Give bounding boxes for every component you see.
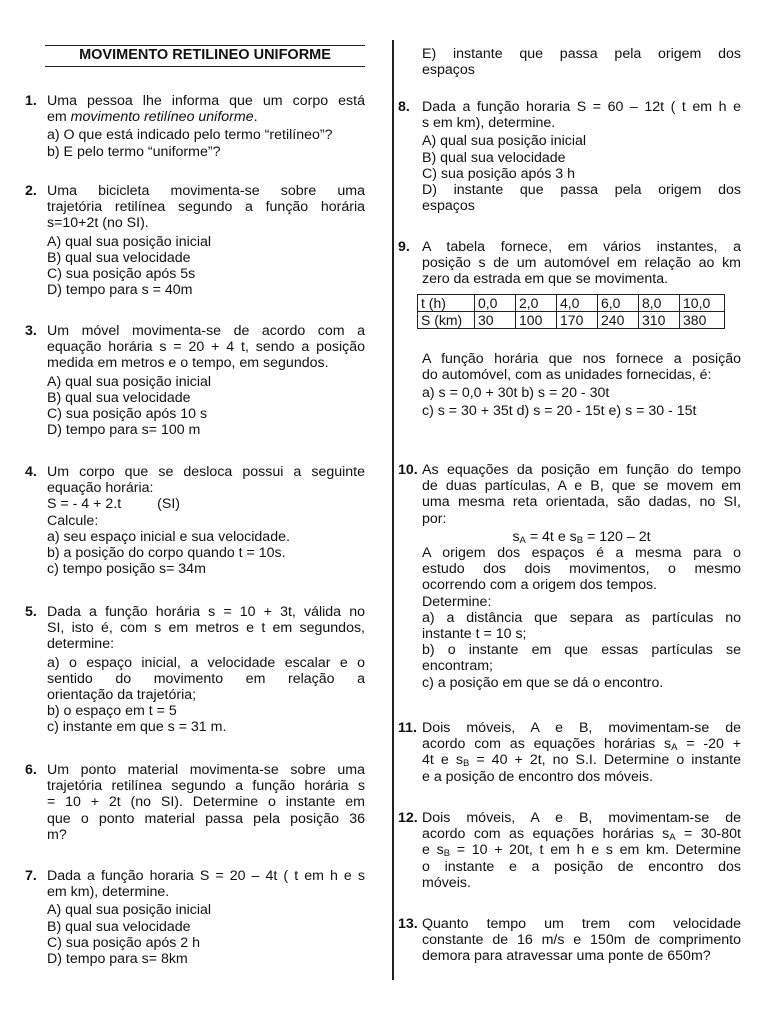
question-text: determine: [47,636,115,653]
question-text: trajetória retilínea segundo a função horária [47,199,365,216]
question-item: E) instante que passa pela origem dos [422,46,741,62]
question-item: encontram; [422,658,493,675]
question-text: m? [47,826,67,843]
equation: $s_A = 4t$ e $s_B = 120 - 2t$ [512,528,651,546]
question-text: em movimento retilíneo uniforme. [47,109,258,126]
question-item: A) qual sua posição inicial [422,133,587,150]
question-item: A) qual sua posição inicial [47,902,212,919]
table-cell: 240 [598,311,639,328]
question-number: 8. [398,99,410,115]
question-text: e a posição de encontro dos móveis. [422,768,654,785]
question-item: C) sua posição após 3 h [422,165,576,182]
question-text: demora para atravessar uma ponte de 650m? [422,948,711,965]
question-number: 2. [25,183,37,199]
question-1 [25,93,365,160]
question-text: A função horária que nos fornece a posição [422,350,741,367]
question-text: posição s de um automóvel em relação ao km [422,255,741,272]
question-text: móveis. [422,874,471,891]
table-cell: 2,0 [516,294,557,311]
question-text: por: [422,510,447,527]
question-item: C) sua posição após 5s [47,266,196,283]
table-cell: 30 [475,311,516,328]
question-text: Dada a função horária s = 10 + 3t, válida no [47,604,365,620]
question-text: s em km), determine. [422,115,556,132]
question-text: Calcule: [47,512,99,529]
question-text: Dada a função horaria S = 20 – 4t ( t em h e s [47,868,365,884]
table-cell: 0,0 [475,294,516,311]
question-item: B) qual sua velocidade [47,249,191,266]
question-item: b) a posição do corpo quando t = 10s. [47,545,286,562]
question-text: Quanto tempo um trem com velocidade [422,916,741,932]
question-text: Dois móveis, A e B, movimentam-se de [422,810,741,826]
question-4 [25,464,365,577]
question-text: em km), determine. [47,884,170,901]
data-table [417,294,725,329]
question-item: instante t = 10 s; [422,626,527,643]
question-text: 4t e $s_B = 40 + 2t$, no S.I. Determine o instante [422,752,741,770]
question-text: equação horária: [47,480,154,497]
question-text: Dois móveis, A e B, movimentam-se de [422,720,741,736]
question-text: s=10+2t (no SI). [47,215,149,232]
table-cell: 380 [680,311,725,328]
question-number: 4. [25,464,37,480]
question-text: medida em metros e o tempo, em segundos. [47,355,329,372]
question-item: C) sua posição após 10 s [47,406,208,423]
question-7 [25,868,365,967]
question-number: 13. [398,916,418,932]
question-12 [398,810,741,891]
question-text: constante de 16 m/s e 150m de comprimento [422,932,741,949]
question-text: estudo dos dois movimentos, o mesmo [422,561,741,578]
question-item: B) qual sua velocidade [47,918,191,935]
question-number: 9. [398,239,410,255]
question-item: B) qual sua velocidade [422,149,566,166]
question-11 [398,720,741,785]
question-text: Um móvel movimenta-se de acordo com a [47,323,365,339]
table-cell: 4,0 [557,294,598,311]
table-cell: 8,0 [639,294,680,311]
question-text: = 10 + 2t (no SI). Determine o instante em [47,794,365,811]
question-item: a) O que está indicado pelo termo “retilíneo”? [47,127,333,144]
question-text: A tabela fornece, em vários instantes, a [422,239,741,255]
question-text: equação horária s = 20 + 4 t, sendo a posição [47,339,365,356]
question-item: b) o espaço em t = 5 [47,703,177,720]
question-item: A) qual sua posição inicial [47,233,212,250]
question-item: sentido do movimento em relação a [47,670,365,687]
question-7-continued [398,46,741,78]
question-item: b) o instante em que essas partículas se [422,642,741,659]
table-cell: 10,0 [680,294,725,311]
question-8 [398,99,741,214]
question-number: 1. [25,93,37,109]
question-text: A origem dos espaços é a mesma para o [422,545,741,562]
question-text: ocorrendo com a origem dos tempos. [422,577,657,594]
table-row [418,311,725,328]
question-item: c) a posição em que se dá o encontro. [422,674,664,691]
table-cell: 170 [557,311,598,328]
question-item: espaços [422,62,475,79]
question-text: Determine: [422,593,492,610]
question-9 [398,239,741,419]
question-item: a) o espaço inicial, a velocidade escalar e o [47,654,365,671]
question-text: Um ponto material movimenta-se sobre uma [47,762,365,778]
question-number: 6. [25,762,37,778]
question-item: D) tempo para s = 40m [47,282,193,299]
question-item: b) E pelo termo “uniforme”? [47,143,221,160]
question-text: trajetória retilínea segundo a função horária s [47,778,365,795]
question-text: que o ponto material passa pela posição 36 [47,810,365,827]
question-item: espaços [422,198,475,215]
question-number: 11. [398,720,417,736]
question-item: a) seu espaço inicial e sua velocidade. [47,528,290,545]
question-item: c) instante em que s = 31 m. [47,719,227,736]
question-item: orientação da trajetória; [47,687,197,704]
question-text: As equações da posição em função do tempo [422,462,741,478]
table-row [418,294,725,311]
question-item: a) a distância que separa as partículas no [422,609,741,626]
question-number: 12. [398,810,418,826]
question-10 [398,462,741,691]
question-text: Uma pessoa lhe informa que um corpo está [47,93,365,109]
table-cell: 310 [639,311,680,328]
question-text: do automóvel, com as unidades fornecidas, é: [422,366,712,383]
question-item: D) instante que passa pela origem dos [422,182,741,199]
question-text: uma mesma reta orientada, são dadas, no SI, [422,494,741,511]
question-item: D) tempo para s= 100 m [47,422,201,439]
question-item: D) tempo para s= 8km [47,951,188,968]
question-2 [25,183,365,298]
question-number: 3. [25,323,37,339]
question-number: 10. [398,462,418,478]
question-text: Uma bicicleta movimenta-se sobre uma [47,183,365,199]
question-5 [25,604,365,736]
column-divider [392,40,394,980]
question-text: o instante e a posição de encontro dos [422,858,741,875]
question-6 [25,762,365,843]
equation: S = - 4 + 2.t (SI) [47,496,180,513]
question-item: B) qual sua velocidade [47,389,191,406]
question-text: zero da estrada em que se movimenta. [422,271,669,288]
question-item: c) tempo posição s= 34m [47,561,206,578]
question-text: Dada a função horaria S = 60 – 12t ( t em h e [422,99,741,115]
page-title: MOVIMENTO RETILINEO UNIFORME [79,47,331,63]
table-cell: 6,0 [598,294,639,311]
table-cell: 100 [516,311,557,328]
question-text: acordo com as equações horárias $s_A = -20$ + [422,736,741,754]
question-13 [398,916,741,965]
question-item: A) qual sua posição inicial [47,373,212,390]
question-item: C) sua posição após 2 h [47,934,201,951]
question-number: 5. [25,604,37,620]
question-text: Um corpo que se desloca possui a seguinte [47,464,365,480]
answer-options: c) s = 30 + 35t d) s = 20 - 15t e) s = 30 - 15t [422,403,697,420]
question-text: de duas partículas, A e B, que se movem em [422,478,741,495]
table-cell: S (km) [418,311,475,328]
question-3 [25,323,365,438]
question-number: 7. [25,868,37,884]
question-text: SI, isto é, com s em metros e t em segundos, [47,620,365,637]
question-text: e $s_B = 10 + 20t$, t em h e s em km. Determine [422,842,741,860]
question-text: acordo com as equações horárias $s_A = 30-80t$ [422,826,741,844]
answer-options: a) s = 0,0 + 30t b) s = 20 - 30t [422,385,610,402]
table-cell: t (h) [418,294,475,311]
